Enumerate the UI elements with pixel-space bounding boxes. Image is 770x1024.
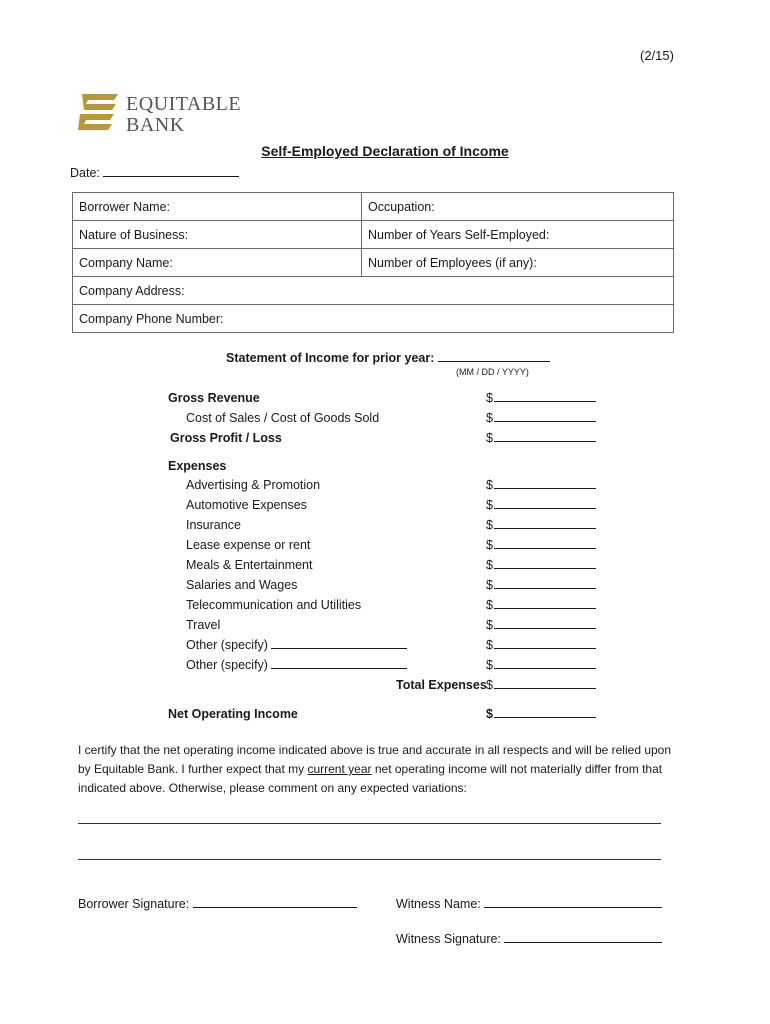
total-expenses-label: Total Expenses (396, 678, 487, 692)
date-label: Date: (70, 166, 100, 180)
gross-profit-amount[interactable]: $ (486, 429, 596, 447)
other2-specify-field[interactable] (271, 656, 407, 669)
other1-amount[interactable]: $ (486, 636, 596, 654)
expense-other1-label: Other (specify) (186, 636, 407, 654)
gross-revenue-label: Gross Revenue (168, 391, 260, 405)
cost-of-sales-amount[interactable]: $ (486, 409, 596, 427)
statement-date-field[interactable] (438, 349, 550, 362)
comment-line-1[interactable] (78, 823, 661, 824)
comment-line-2[interactable] (78, 859, 661, 860)
meals-amount[interactable]: $ (486, 556, 596, 574)
page-number: (2/15) (640, 48, 674, 63)
travel-amount[interactable]: $ (486, 616, 596, 634)
logo-line2: BANK (126, 114, 185, 136)
cost-of-sales-label: Cost of Sales / Cost of Goods Sold (186, 411, 380, 425)
other2-amount[interactable]: $ (486, 656, 596, 674)
gross-profit-label: Gross Profit / Loss (170, 431, 282, 445)
statement-row (226, 349, 550, 365)
automotive-amount[interactable]: $ (486, 496, 596, 514)
total-expenses-amount[interactable]: $ (486, 676, 596, 694)
other1-specify-field[interactable] (271, 636, 407, 649)
witness-name-row (396, 895, 662, 911)
date-row (70, 164, 239, 180)
logo-mark-icon (78, 90, 122, 134)
certification-text: I certify that the net operating income indicated above is true and accurate in all respects and will be relied upon by Equitable Bank. I further expect that my current year net operating income will not materially differ from that indicated above. Otherwise, please comment on any expected variations: (78, 743, 672, 795)
company-phone-cell[interactable]: Company Phone Number: (73, 305, 674, 333)
borrower-signature-row (78, 895, 357, 911)
salaries-amount[interactable]: $ (486, 576, 596, 594)
witness-name-field[interactable] (484, 895, 662, 908)
borrower-info-table (72, 192, 674, 333)
statement-label: Statement of Income for prior year: (226, 351, 435, 365)
gross-revenue-amount[interactable]: $ (486, 389, 596, 407)
occupation-cell[interactable]: Occupation: (362, 193, 674, 221)
telecom-amount[interactable]: $ (486, 596, 596, 614)
advertising-amount[interactable]: $ (486, 476, 596, 494)
lease-amount[interactable]: $ (486, 536, 596, 554)
witness-signature-row (396, 930, 662, 946)
expense-insurance-label: Insurance (186, 518, 241, 532)
num-employees-cell[interactable]: Number of Employees (if any): (362, 249, 674, 277)
nature-of-business-cell[interactable]: Nature of Business: (73, 221, 362, 249)
expense-telecom-label: Telecommunication and Utilities (186, 598, 362, 612)
net-operating-income-label: Net Operating Income (168, 707, 298, 721)
date-format-hint: (MM / DD / YYYY) (456, 367, 529, 377)
witness-signature-field[interactable] (504, 930, 662, 943)
expense-other2-label: Other (specify) (186, 656, 407, 674)
expenses-heading: Expenses (168, 459, 227, 473)
expense-salaries-label: Salaries and Wages (186, 578, 298, 592)
logo-line1: EQUITABLE (126, 93, 242, 115)
witness-name-label: Witness Name: (396, 897, 481, 911)
form-title: Self-Employed Declaration of Income (261, 143, 509, 159)
company-address-cell[interactable]: Company Address: (73, 277, 674, 305)
borrower-name-cell[interactable]: Borrower Name: (73, 193, 362, 221)
equitable-bank-logo (78, 90, 122, 137)
borrower-signature-field[interactable] (193, 895, 357, 908)
expense-automotive-label: Automotive Expenses (186, 498, 307, 512)
expense-advertising-label: Advertising & Promotion (186, 478, 321, 492)
date-field[interactable] (103, 164, 239, 177)
expense-meals-label: Meals & Entertainment (186, 558, 313, 572)
insurance-amount[interactable]: $ (486, 516, 596, 534)
witness-signature-label: Witness Signature: (396, 932, 501, 946)
company-name-cell[interactable]: Company Name: (73, 249, 362, 277)
expense-lease-label: Lease expense or rent (186, 538, 311, 552)
borrower-signature-label: Borrower Signature: (78, 897, 190, 911)
expense-travel-label: Travel (186, 618, 221, 632)
net-operating-income-amount[interactable]: $ (486, 705, 596, 723)
years-self-employed-cell[interactable]: Number of Years Self-Employed: (362, 221, 674, 249)
